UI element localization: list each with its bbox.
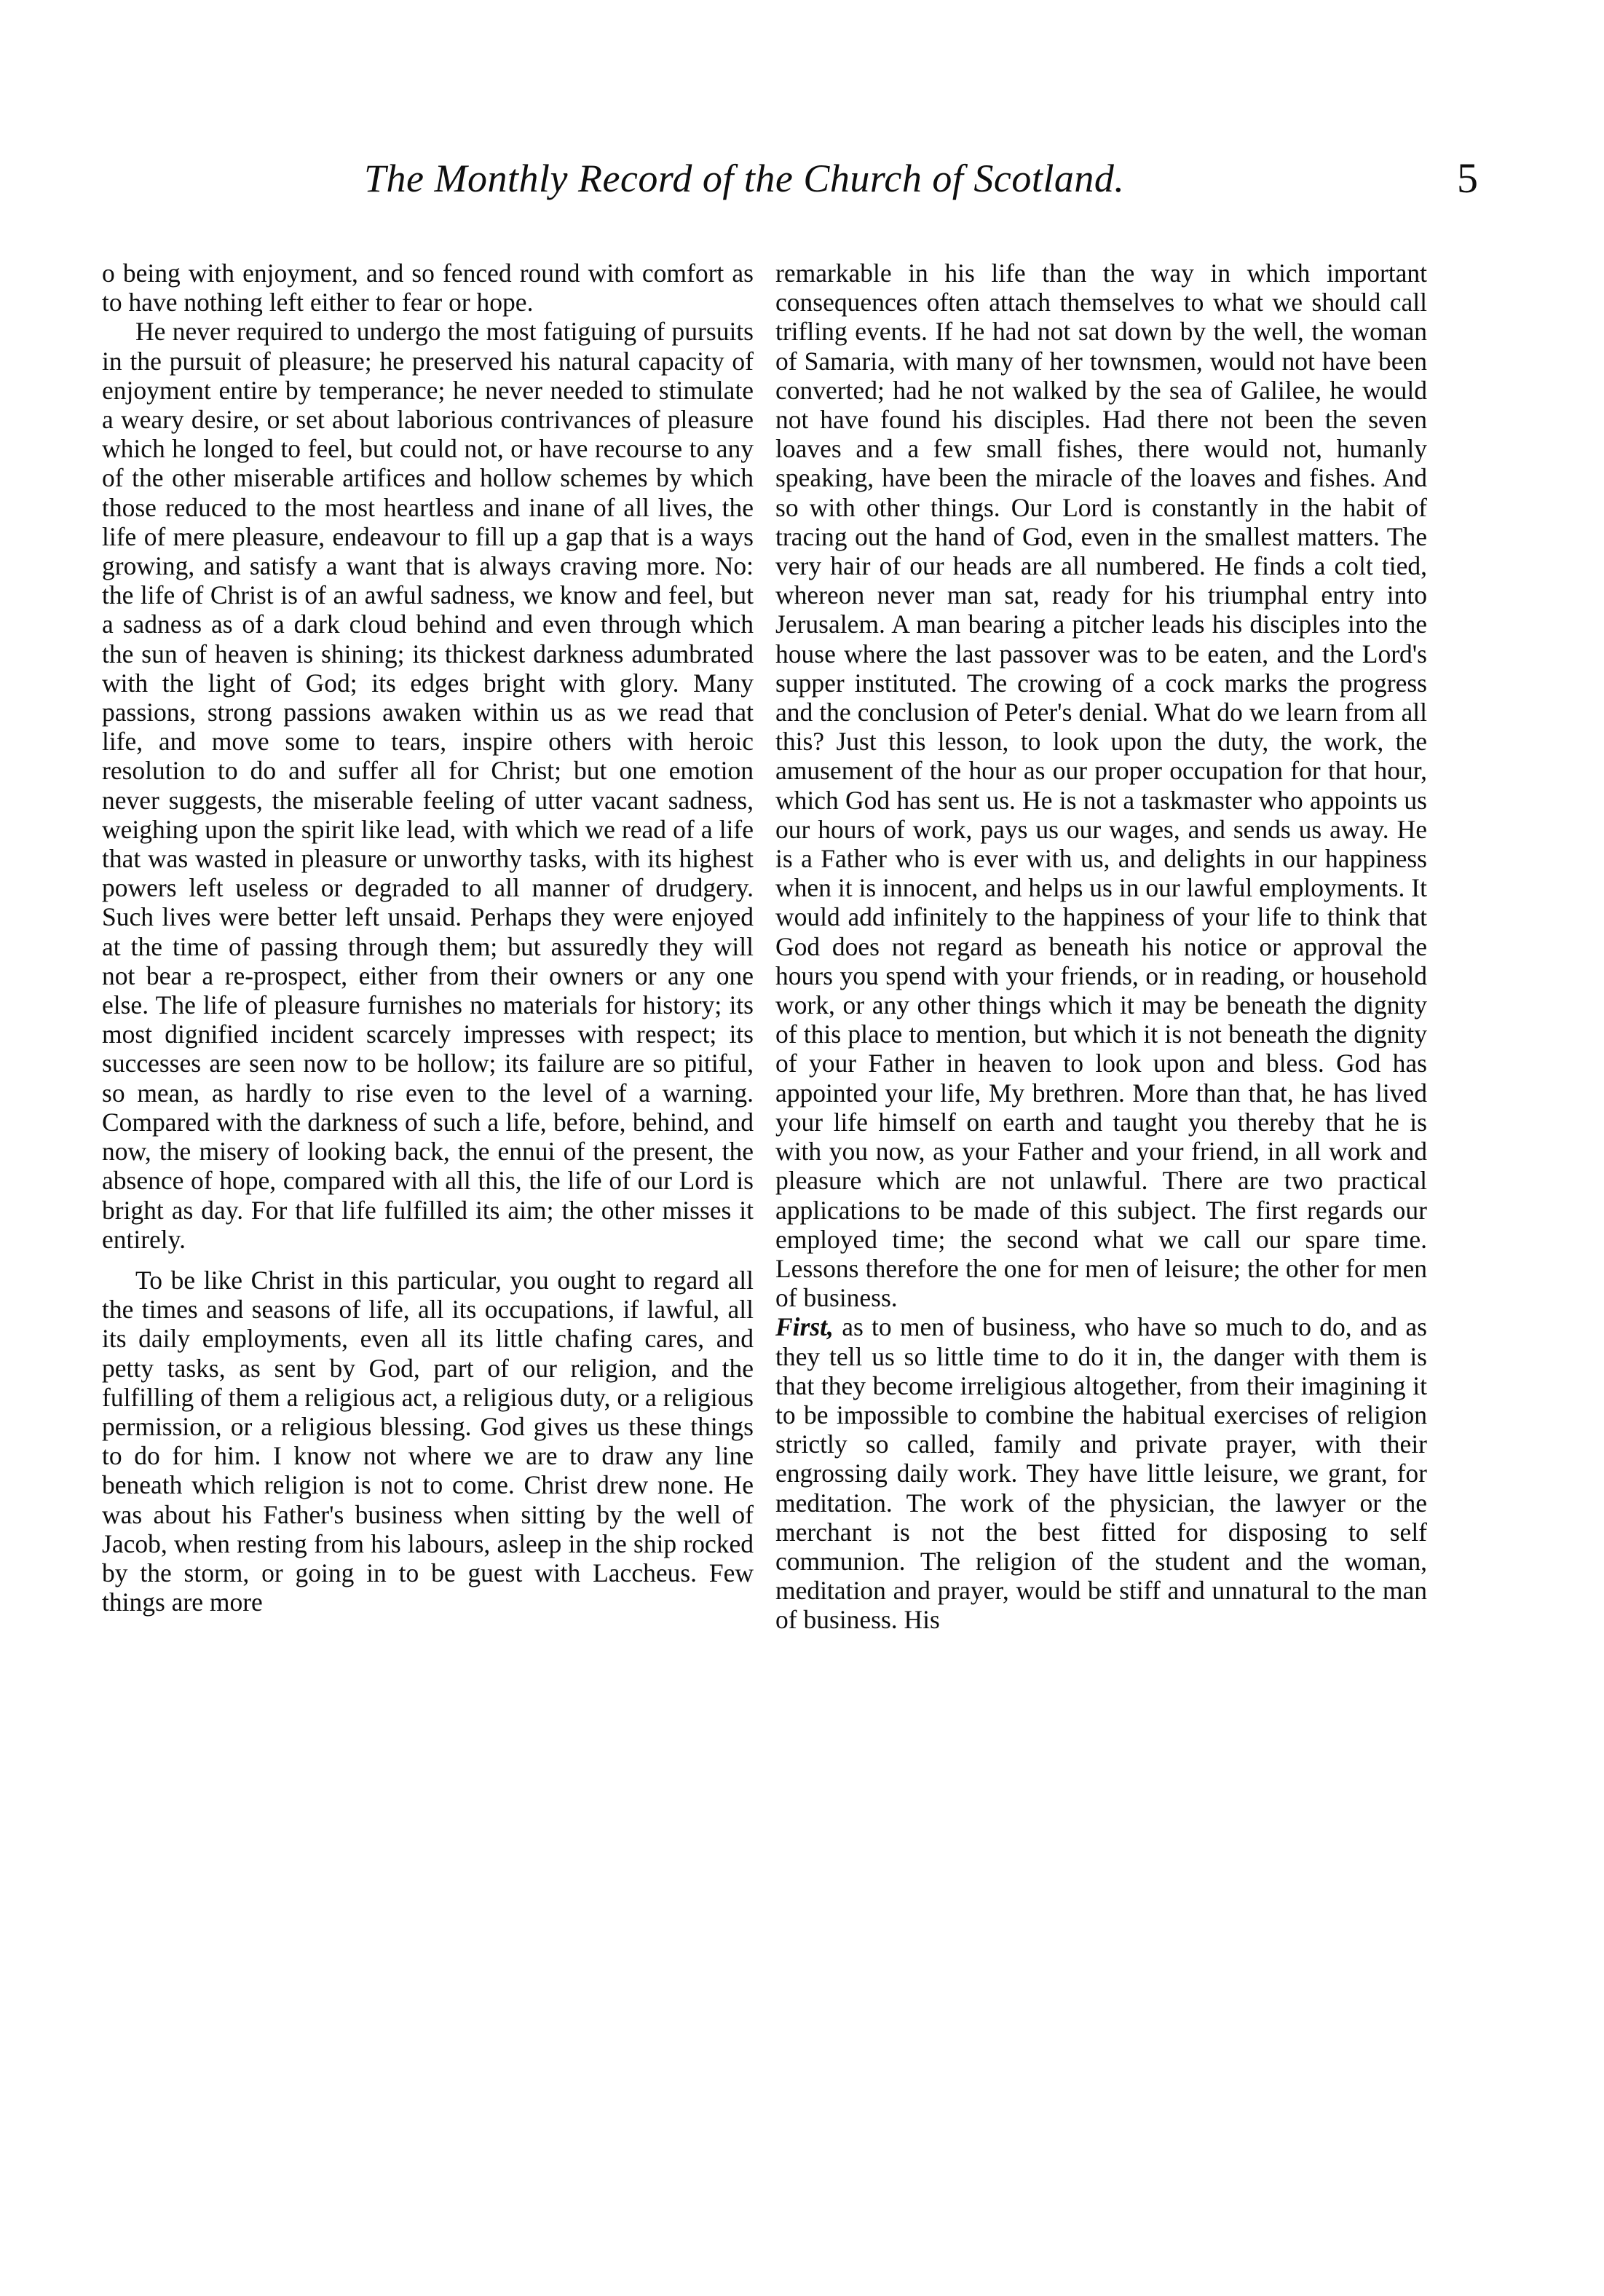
right-column	[775, 259, 1427, 1635]
running-head	[95, 149, 1478, 215]
left-column	[102, 259, 754, 1617]
paragraph: He never required to undergo the most fatiguing of pursuits in the pursuit of pleasure; he preserved his natural capacity of enjoyment entire by temperance; he never needed to stimulate a weary desire, or set about laborious contrivances of pleasure which he longed to feel, but could not, or have recourse to any of the other miserable artifices and hollow schemes by which those reduced to the most heartless and inane of all lives, the life of mere pleasure, endeavour to fill up a gap that is a ways growing, and satisfy a want that is always craving more. No: the life of Christ is of an awful sadness, we know and feel, but a sadness as of a dark cloud behind and even through which the sun of heaven is shining; its thickest darkness adumbrated with the light of God; its edges bright with glory. Many passions, strong passions awaken within us as we read that life, and move some to tears, inspire others with heroic resolution to do and suffer all for Christ; but one emotion never suggests, the miserable feeling of utter vacant sadness, weighing upon the spirit like lead, with which we read of a life that was wasted in pleasure or unworthy tasks, with its highest powers left useless or degraded to all manner of drudgery. Such lives were better left unsaid. Perhaps they were enjoyed at the time of passing through them; but assuredly they will not bear a re-prospect, either from their owners or any one else. The life of pleasure furnishes no materials for history; its most dignified incident scarcely impresses with respect; its successes are seen now to be hollow; its failure are so pitiful, so mean, as hardly to rise even to the level of a warning. Compared with the darkness of such a life, before, behind, and now, the misery of looking back, the ennui of the present, the absence of hope, compared with all this, the life of our Lord is bright as day. For that life fulfilled its aim; the other misses it entirely.	[102, 317, 754, 1254]
running-title: The Monthly Record of the Church of Scotland.	[364, 157, 1125, 200]
paragraph	[775, 1312, 1427, 1634]
page-number: 5	[1457, 154, 1478, 202]
paragraph: To be like Christ in this particular, you ought to regard all the times and seasons of life, all its occupations, if lawful, all its daily employments, even all its little chafing cares, and petty tasks, as sent by God, part of our religion, and the fulfilling of them a religious act, a religious duty, or a religious permission, or a religious blessing. God gives us these things to do for him. I know not where we are to draw any line beneath which religion is not to come. Christ drew none. He was about his Father's business when sitting by the well of Jacob, when resting from his labours, asleep in the ship rocked by the storm, or going in to be guest with Laccheus. Few things are more	[102, 1265, 754, 1617]
emphasis-first: First,	[775, 1312, 834, 1342]
paragraph-text: as to men of business, who have so much to do, and as they tell us so little time to do it in, the danger with them is that they become irreligious altogether, from their imagining it to be impossible to combine the habitual exercises of religion strictly so called, family and private prayer, with their engrossing daily work. They have little leisure, we grant, for meditation. The work of the physician, the lawyer or the merchant is not the best fitted for disposing to self communion. The religion of the student and the woman, meditation and prayer, would be stiff and unnatural to the man of business. His	[775, 1312, 1427, 1635]
paragraph: o being with enjoyment, and so fenced round with comfort as to have nothing left either to fear or hope.	[102, 259, 754, 317]
paragraph: remarkable in his life than the way in which important consequences often attach themselves to what we should call trifling events. If he had not sat down by the well, the woman of Samaria, with many of her townsmen, would not have been converted; had he not walked by the sea of Galilee, he would not have found his disciples. Had there not been the seven loaves and a few small fishes, there would not, humanly speaking, have been the miracle of the loaves and fishes. And so with other things. Our Lord is constantly in the habit of tracing out the hand of God, even in the smallest matters. The very hair of our heads are all numbered. He finds a colt tied, whereon never man sat, ready for his triumphal entry into Jerusalem. A man bearing a pitcher leads his disciples into the house where the last passover was to be eaten, and the Lord's supper instituted. The crowing of a cock marks the progress and the conclusion of Peter's denial. What do we learn from all this? Just this lesson, to look upon the duty, the work, the amusement of the hour as our proper occupation for that hour, which God has sent us. He is not a taskmaster who appoints us our hours of work, pays us our wages, and sends us away. He is a Father who is ever with us, and delights in our happiness when it is innocent, and helps us in our lawful employments. It would add infinitely to the happiness of your life to think that God does not regard as beneath his notice or approval the hours you spend with your friends, or in reading, or household work, or any other things which it may be beneath the dignity of this place to mention, but which it is not beneath the dignity of your Father in heaven to look upon and bless. God has appointed your life, My brethren. More than that, he has lived your life himself on earth and taught you thereby that he is with you now, as your Father and your friend, in all work and pleasure which are not unlawful. There are two practical applications to be made of this subject. The first regards our employed time; the second what we call our spare time. Lessons therefore the one for men of leisure; the other for men of business.	[775, 259, 1427, 1313]
